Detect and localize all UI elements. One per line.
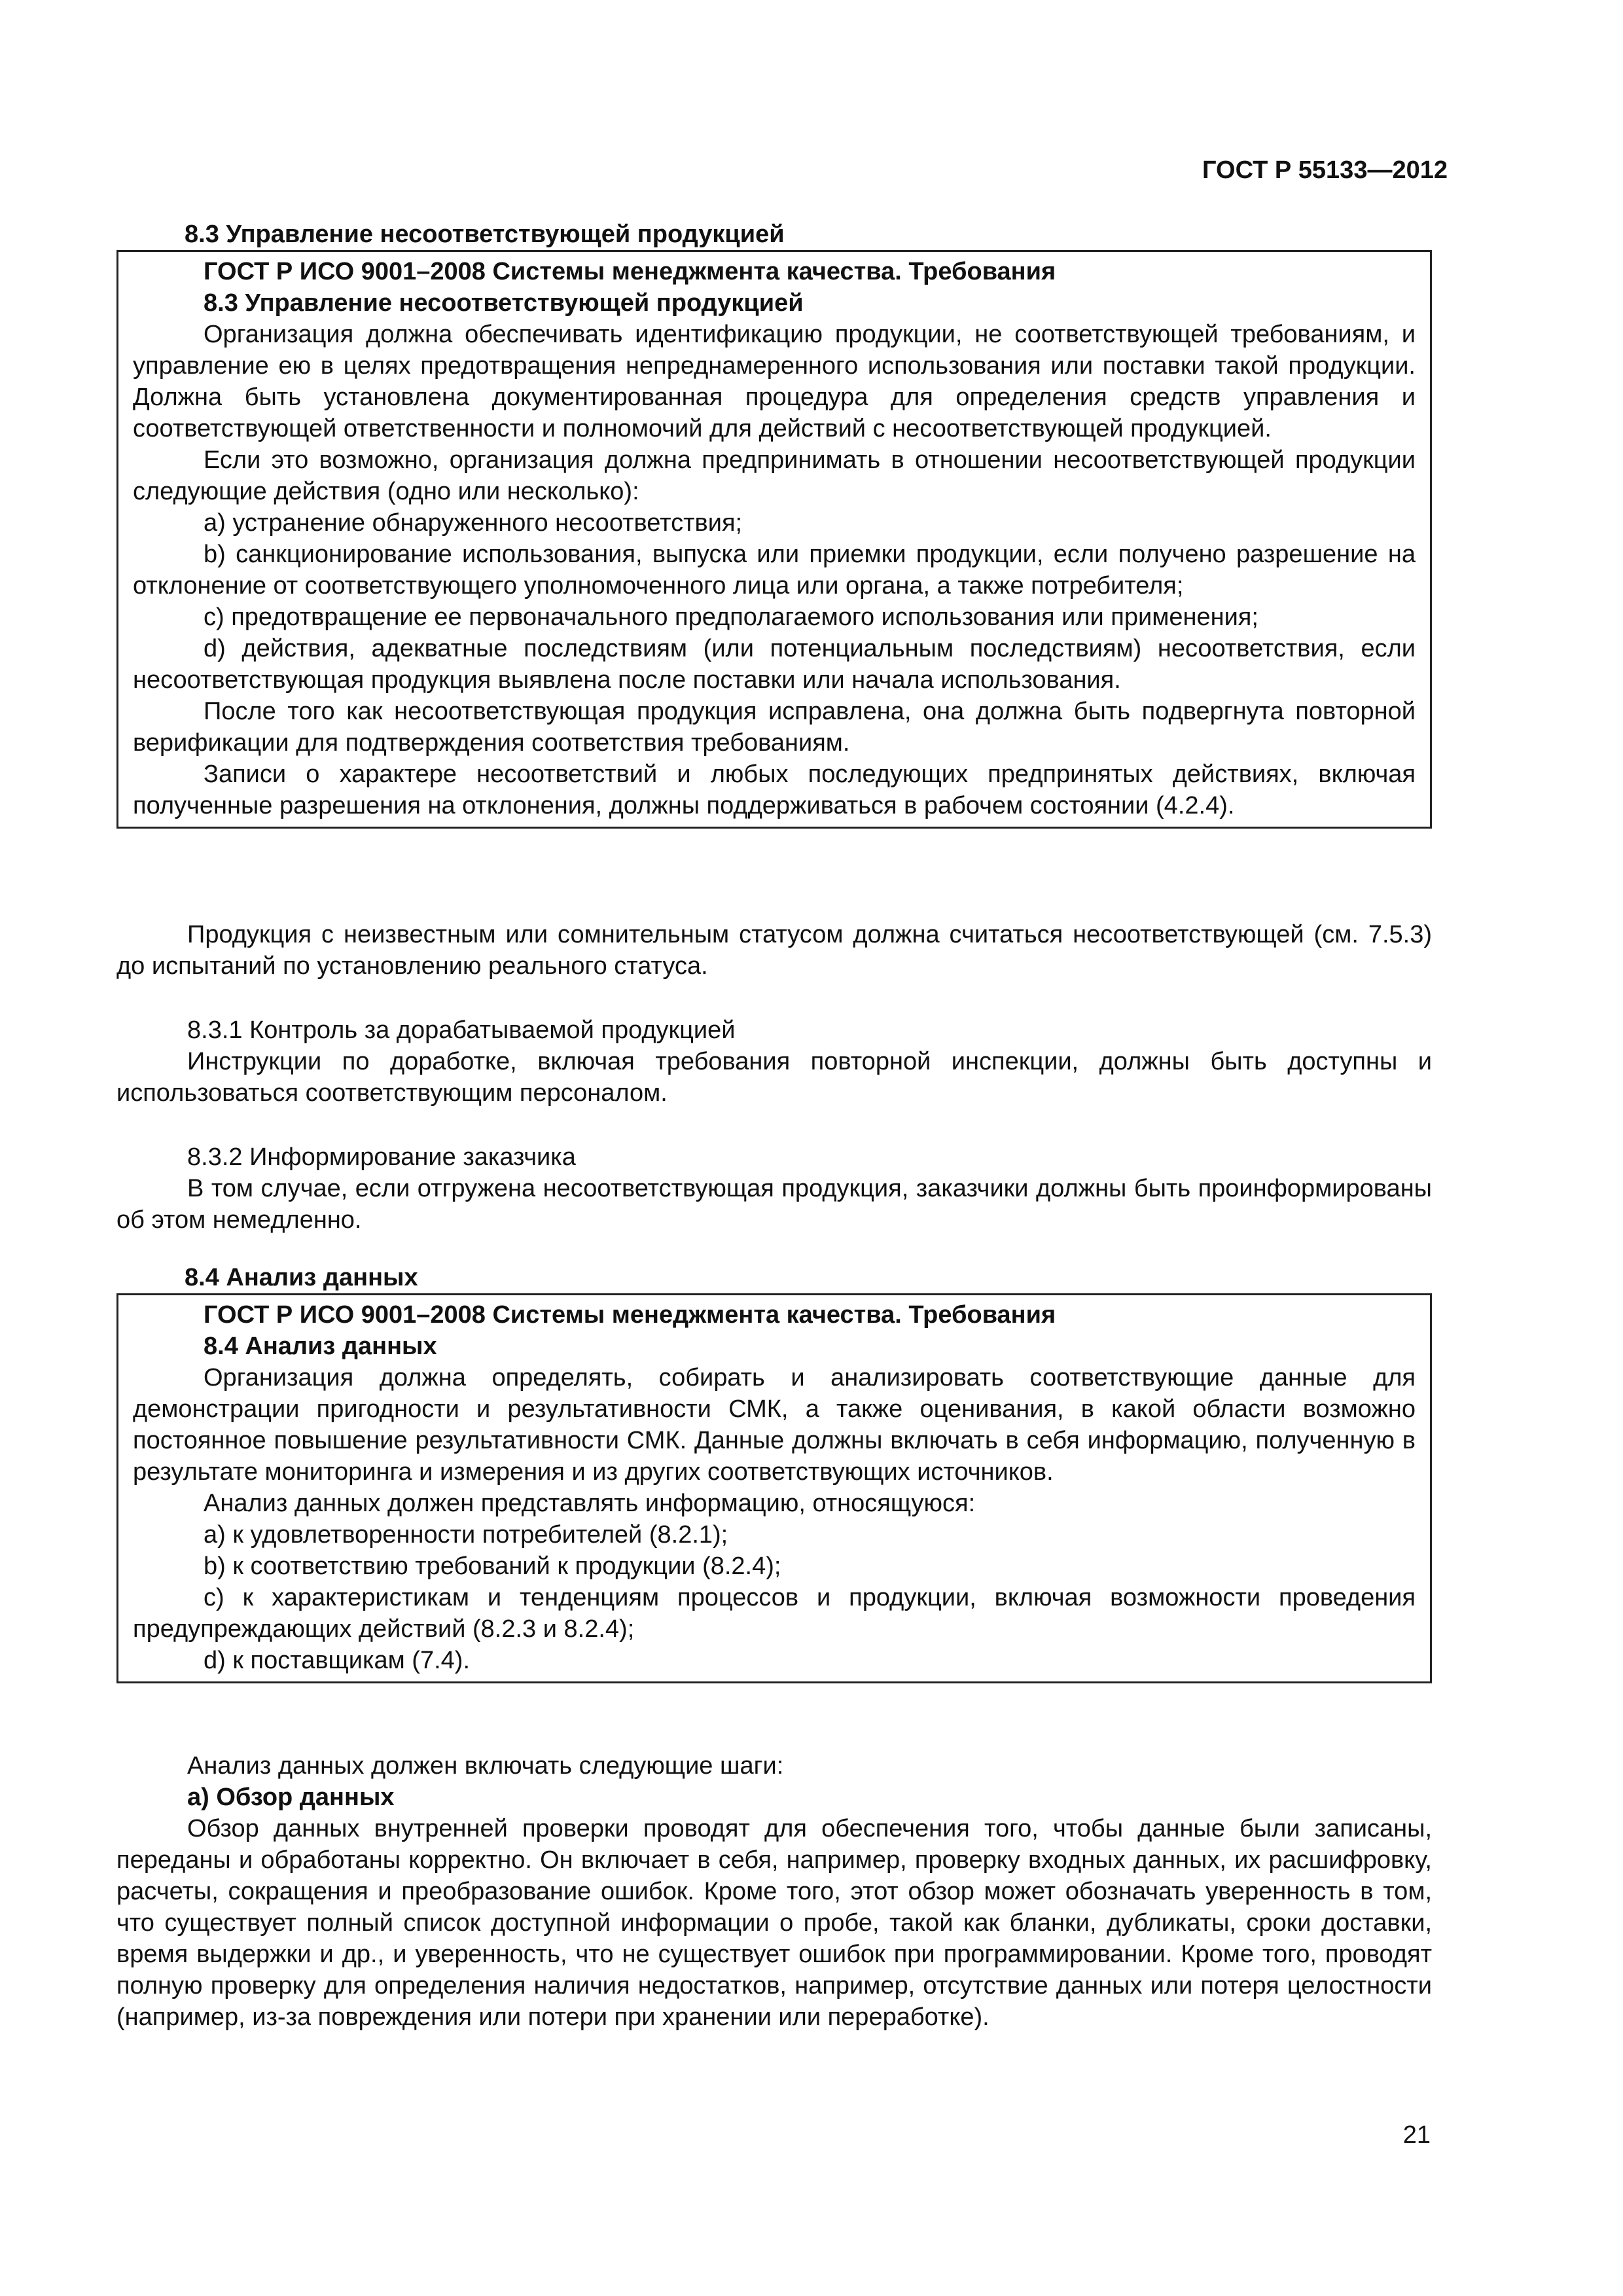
page-number: 21: [1402, 2121, 1431, 2149]
quote-subtitle: 8.4 Анализ данных: [204, 1333, 437, 1360]
subsection-text: В том случае, если отгружена несоответствующая продукция, заказчики должны быть проинформированы об этом немедленно.: [116, 1175, 1432, 1234]
subsection-heading: 8.3.2 Информирование заказчика: [187, 1143, 576, 1171]
quote-list-item: c) к характеристикам и тенденциям процессов и продукции, включая возможности проведения предупреждающих действий (8.2.3 и 8.2.4);: [133, 1584, 1416, 1643]
section-8-4-heading: 8.4 Анализ данных: [185, 1264, 418, 1291]
quote-paragraph: Организация должна обеспечивать идентификацию продукции, не соответствующей требованиям, и управление ею в целях предотвращения непреднамеренного использования или поставки такой продукции. Должна быть установлена документированная процедура для определения средств управления и соответствующей ответственности и полномочий для действий с несоответствующей продукцией.: [133, 321, 1416, 442]
quote-standard-title: ГОСТ Р ИСО 9001–2008 Системы менеджмента качества. Требования: [204, 1301, 1056, 1329]
quote-list-item: a) к удовлетворенности потребителей (8.2.1);: [204, 1521, 728, 1549]
quote-list-item: d) к поставщикам (7.4).: [204, 1647, 470, 1674]
subsection-8-3-2: [116, 1141, 1432, 1236]
quote-paragraph: Организация должна определять, собирать и анализировать соответствующие данные для демонстрации пригодности и результативности СМК, а также оценивания, в какой области возможно постоянное повышение результативности СМК. Данные должны включать в себя информацию, полученную в результате мониторинга и измерения и из других соответствующих источников.: [133, 1364, 1416, 1486]
standard-quote-box-8-3: [116, 250, 1432, 829]
quote-list-item: a) устранение обнаруженного несоответствия;: [204, 509, 743, 537]
step-a-heading: a) Обзор данных: [187, 1784, 395, 1811]
quote-list-item: b) санкционирование использования, выпуска или приемки продукции, если получено разрешение на отклонение от соответствующего уполномоченного лица или органа, а также потребителя;: [133, 541, 1416, 600]
quote-subtitle: 8.3 Управление несоответствующей продукцией: [204, 289, 804, 317]
analysis-steps: [116, 1750, 1432, 2033]
steps-intro: Анализ данных должен включать следующие шаги:: [187, 1752, 784, 1780]
body-paragraph-text: Продукция с неизвестным или сомнительным статусом должна считаться несоответствующей (см. 7.5.3) до испытаний по установлению реального статуса.: [116, 921, 1432, 980]
subsection-8-3-1: [116, 1014, 1432, 1109]
standard-quote-box-8-4: [116, 1293, 1432, 1683]
step-a-text: Обзор данных внутренней проверки проводят для обеспечения того, чтобы данные были записаны, переданы и обработаны корректно. Он включает в себя, например, проверку входных данных, их расшифровку, расчеты, сокращения и преобразование ошибок. Кроме того, этот обзор может обозначать уверенность в том, что существует полный список доступной информации о пробе, такой как бланки, дубликаты, сроки доставки, время выдержки и др., и уверенность, что не существует ошибок при программировании. Кроме того, проводят полную проверку для определения наличия недостатков, например, отсутствие данных или потеря целостности (например, из-за повреждения или потери при хранении или переработке).: [116, 1815, 1432, 2031]
quote-list-item: b) к соответствию требований к продукции (8.2.4);: [204, 1552, 781, 1580]
subsection-heading: 8.3.1 Контроль за дорабатываемой продукцией: [187, 1016, 736, 1044]
quote-standard-title: ГОСТ Р ИСО 9001–2008 Системы менеджмента качества. Требования: [204, 258, 1056, 285]
quote-paragraph: Записи о характере несоответствий и любых последующих предпринятых действиях, включая полученные разрешения на отклонения, должны поддерживаться в рабочем состоянии (4.2.4).: [133, 761, 1416, 819]
quote-paragraph: Анализ данных должен представлять информацию, относящуюся:: [204, 1490, 976, 1517]
subsection-text: Инструкции по доработке, включая требования повторной инспекции, должны быть доступны и использоваться соответствующим персоналом.: [116, 1048, 1432, 1107]
quote-paragraph: После того как несоответствующая продукция исправлена, она должна быть подвергнута повторной верификации для подтверждения соответствия требованиям.: [133, 698, 1416, 757]
section-8-3-heading: 8.3 Управление несоответствующей продукцией: [185, 221, 785, 248]
quote-paragraph: Если это возможно, организация должна предпринимать в отношении несоответствующей продукции следующие действия (одно или несколько):: [133, 446, 1416, 505]
body-paragraph: [116, 919, 1432, 982]
quote-list-item: c) предотвращение ее первоначального предполагаемого использования или применения;: [204, 603, 1258, 631]
document-code-header: ГОСТ Р 55133—2012: [1202, 156, 1448, 184]
quote-list-item: d) действия, адекватные последствиям (или потенциальным последствиям) несоответствия, если несоответствующая продукция выявлена после поставки или начала использования.: [133, 635, 1416, 694]
